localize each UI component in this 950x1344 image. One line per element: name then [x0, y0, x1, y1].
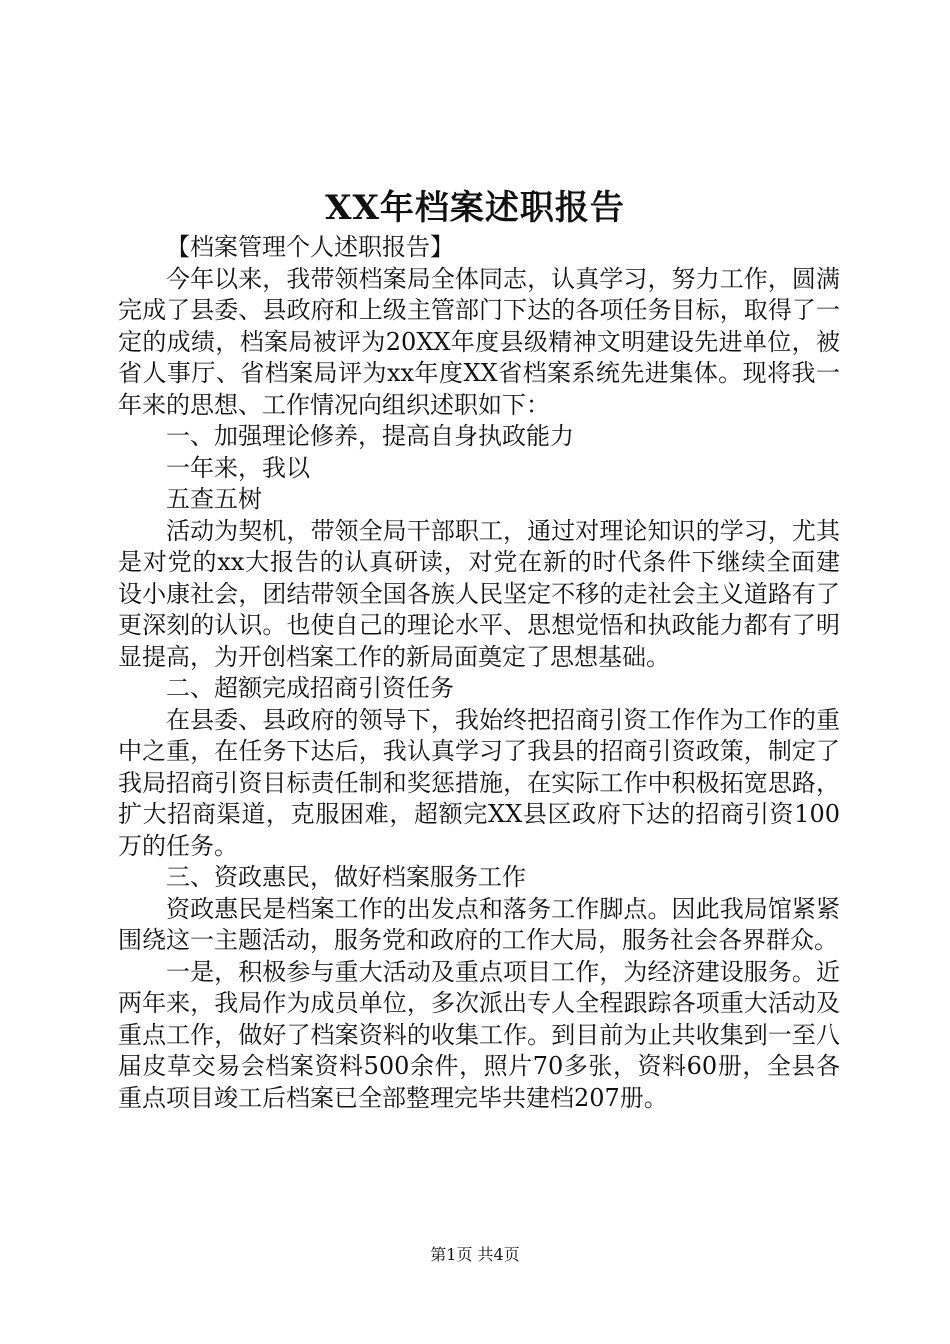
- document-title: XX年档案述职报告: [325, 188, 625, 228]
- paragraph-section-2: 在县委、县政府的领导下，我始终把招商引资工作作为工作的重中之重，在任务下达后，我认真学习了我县的招商引资政策，制定了我局招商引资目标责任制和奖惩措施，在实际工作中积极拓宽思路，扩大招商渠道，克服困难，超额完XX县区政府下达的招商引资100万的任务。: [118, 705, 840, 860]
- paragraph-intro: 今年以来，我带领档案局全体同志，认真学习，努力工作，圆满完成了县委、县政府和上级主管部门下达的各项任务目标，取得了一定的成绩，档案局被评为20XX年度县级精神文明建设先进单位，被省人事厅、省档案局评为xx年度XX省档案系统先进集体。现将我一年来的思想、工作情况向组织述职如下：: [118, 264, 840, 419]
- paragraph-section-1: 活动为契机，带领全局干部职工，通过对理论知识的学习，尤其是对党的xx大报告的认真研读，对党在新的时代条件下继续全面建设小康社会，团结带领全国各族人民坚定不移的走社会主义道路有了更深刻的认识。也使自己的理论水平、思想觉悟和执政能力都有了明显提高，为开创档案工作的新局面奠定了思想基础。: [118, 516, 840, 671]
- paragraph-section-3: 资政惠民是档案工作的出发点和落务工作脚点。因此我局馆紧紧围绕这一主题活动，服务党和政府的工作大局，服务社会各界群众。: [118, 894, 840, 954]
- section-heading-3: 三、资政惠民，做好档案服务工作: [166, 863, 526, 891]
- paragraph-fragment-1: 一年来，我以: [166, 453, 310, 482]
- document-body: [118, 232, 840, 1114]
- paragraph-section-3-item-1: 一是，积极参与重大活动及重点项目工作，为经济建设服务。近两年来，我局作为成员单位，多次派出专人全程跟踪各项重大活动及重点工作，做好了档案资料的收集工作。到目前为止共收集到一至八届皮草交易会档案资料500余件，照片70多张，资料60册，全县各重点项目竣工后档案已全部整理完毕共建档207册。: [118, 957, 840, 1112]
- section-heading-1: 一、加强理论修养，提高自身执政能力: [166, 422, 574, 450]
- page-number-footer: 第1页 共4页: [430, 1245, 520, 1264]
- paragraph-fragment-2: 五查五树: [166, 485, 262, 513]
- section-heading-2: 二、超额完成招商引资任务: [166, 674, 454, 702]
- paragraph-subtitle: 【档案管理个人述职报告】: [166, 233, 454, 261]
